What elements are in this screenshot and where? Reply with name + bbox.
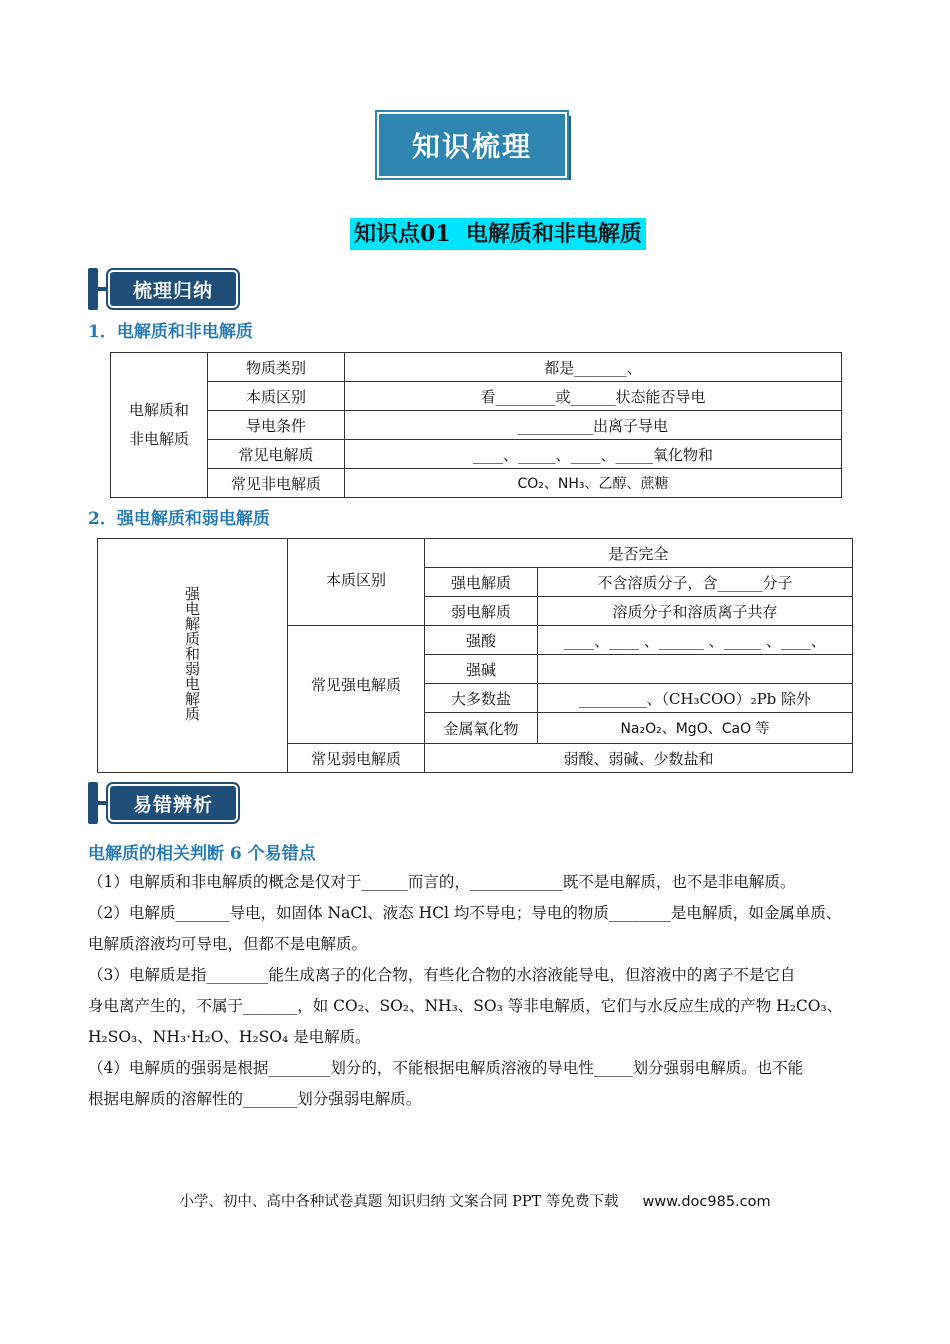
group-label-line1: 电解质和 xyxy=(128,401,189,419)
salt-value: _________、（CH₃COO）₂Pb 除外 xyxy=(538,684,853,713)
strong-value: 不含溶质分子，含______分子 xyxy=(538,568,853,597)
knowledge-point-title: 知识点01 电解质和非电解质 xyxy=(350,218,646,250)
row-label: 物质类别 xyxy=(208,353,345,382)
footer xyxy=(0,1190,950,1211)
tag-summary xyxy=(88,268,248,310)
mistake-line: 电解质溶液均可导电，但都不是电解质。 xyxy=(88,935,368,953)
tag-mistakes-label: 易错辨析 xyxy=(108,784,238,822)
strong-label: 强电解质 xyxy=(425,568,538,597)
vertical-label-cell xyxy=(98,539,288,773)
row-label: 本质区别 xyxy=(208,382,345,411)
acid-label: 强酸 xyxy=(425,626,538,655)
essence-top: 是否完全 xyxy=(425,539,853,568)
table-strong-weak xyxy=(97,538,853,773)
row-label: 常见非电解质 xyxy=(208,469,345,498)
section-banner: 知识梳理 xyxy=(377,112,567,178)
row-value: __________出离子导电 xyxy=(345,411,842,440)
mistake-line: H₂SO₃、NH₃·H₂O、H₂SO₄ 是电解质。 xyxy=(88,1028,371,1046)
base-value xyxy=(538,655,853,684)
weak-label: 弱电解质 xyxy=(425,597,538,626)
row-label: 常见电解质 xyxy=(208,440,345,469)
footer-url[interactable]: www.doc985.com xyxy=(642,1194,771,1210)
mistake-line: 身电离产生的，不属于_______，如 CO₂、SO₂、NH₃、SO₃ 等非电解质，它们与水反应生成的产物 H₂CO₃、 xyxy=(88,997,843,1015)
mistake-list xyxy=(88,867,878,1115)
essence-label: 本质区别 xyxy=(288,539,425,626)
base-label: 强碱 xyxy=(425,655,538,684)
mistake-line: （1）电解质和非电解质的概念是仅对于______而言的，____________既不是电解质，也不是非电解质。 xyxy=(88,873,796,891)
row-value: 看________或______状态能否导电 xyxy=(345,382,842,411)
group-label-line2: 非电解质 xyxy=(128,430,189,448)
footer-text: 小学、初中、高中各种试卷真题 知识归纳 文案合同 PPT 等免费下载 xyxy=(179,1194,619,1210)
common-weak-value: 弱酸、弱碱、少数盐和 xyxy=(425,744,853,773)
section3-heading: 电解质的相关判断 6 个易错点 xyxy=(88,844,316,864)
mistake-line: （4）电解质的强弱是根据________划分的，不能根据电解质溶液的导电性_____划分强弱电解质。也不能 xyxy=(88,1059,804,1077)
mistake-line: （3）电解质是指________能生成离子的化合物，有些化合物的水溶液能导电，但溶液中的离子不是它自 xyxy=(88,966,796,984)
vertical-label: 强电解质和弱电解质 xyxy=(183,586,201,721)
oxide-label: 金属氧化物 xyxy=(425,713,538,744)
mistake-line: 根据电解质的溶解性的_______划分强弱电解质。 xyxy=(88,1090,422,1108)
tag-summary-label: 梳理归纳 xyxy=(108,270,238,308)
row-value: ____、_____、____、_____氧化物和 xyxy=(345,440,842,469)
oxide-value: Na₂O₂、MgO、CaO 等 xyxy=(538,713,853,744)
weak-value: 溶质分子和溶质离子共存 xyxy=(538,597,853,626)
table-group-label xyxy=(111,353,208,498)
row-value: 都是_______、 xyxy=(345,353,842,382)
common-strong-label: 常见强电解质 xyxy=(288,626,425,744)
section1-heading: 1．电解质和非电解质 xyxy=(88,322,253,342)
row-label: 导电条件 xyxy=(208,411,345,440)
table-electrolyte xyxy=(110,352,842,498)
tag-mistakes xyxy=(88,782,248,824)
common-weak-label: 常见弱电解质 xyxy=(288,744,425,773)
section2-heading: 2．强电解质和弱电解质 xyxy=(88,509,270,529)
salt-label: 大多数盐 xyxy=(425,684,538,713)
acid-value: ____、____ 、______ 、_____ 、____、 xyxy=(538,626,853,655)
mistake-line: （2）电解质_______导电，如固体 NaCl、液态 HCl 均不导电；导电的物质________是电解质，如金属单质、 xyxy=(88,904,842,922)
row-value: CO₂、NH₃、乙醇、蔗糖 xyxy=(345,469,842,498)
